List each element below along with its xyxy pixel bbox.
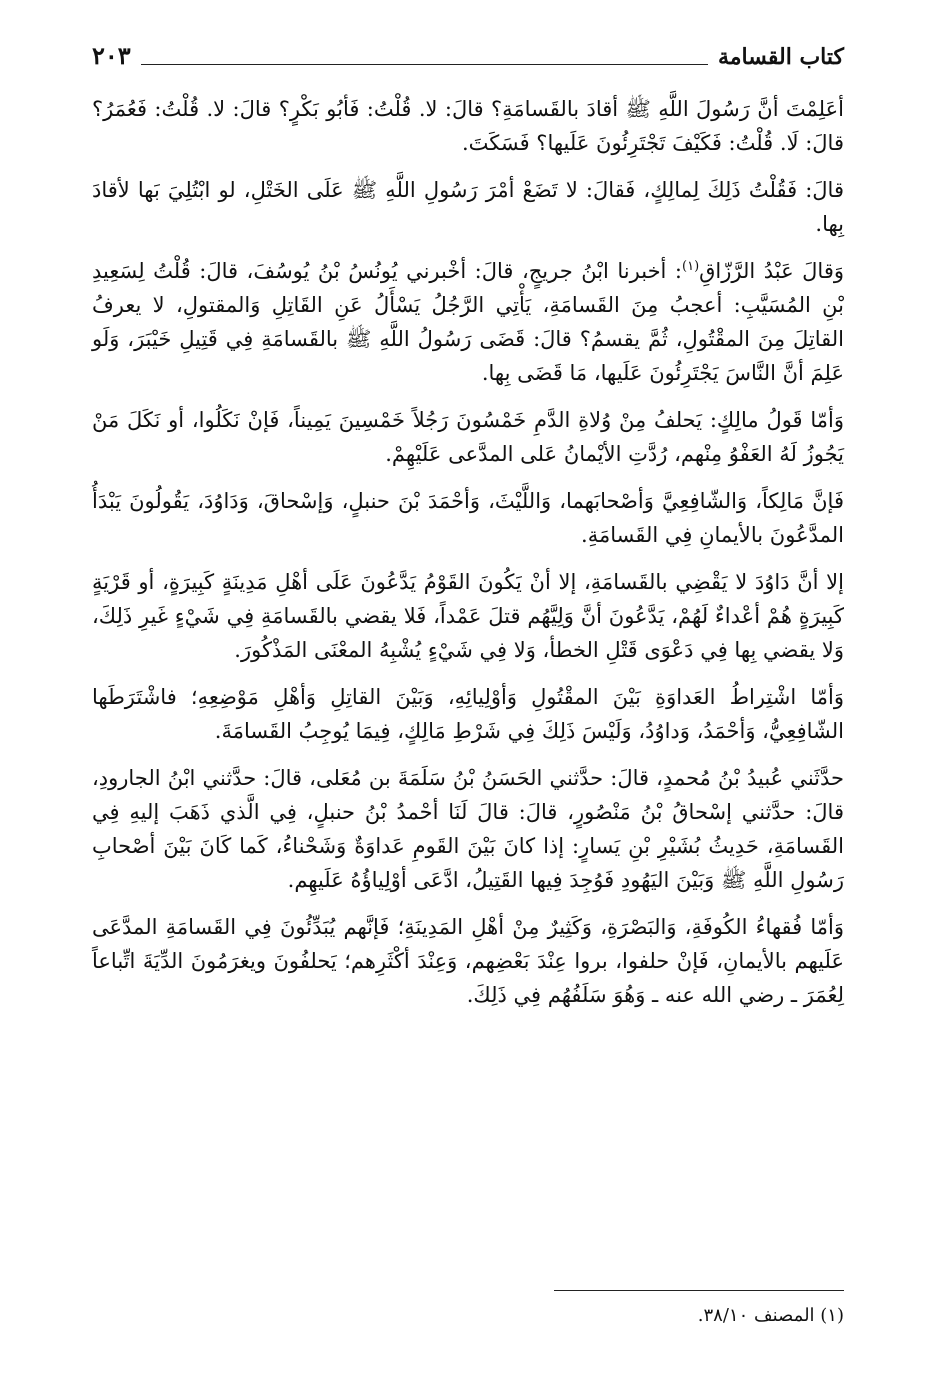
footnote-reference[interactable]: (١) <box>682 259 700 274</box>
paragraph-1: أعَلِمْتَ أنَّ رَسُولَ اللَّهِ ﷺ أقادَ بالقَسامَةِ؟ قالَ: لا. قُلْتُ: فَأبُو بَكْرٍ؟ قالَ: لا. قُلْتُ: فَعُمَرُ؟ قالَ: لَا. قُلْتُ: فَكَيْفَ تَجْتَرِئُونَ عَلَيها؟ فَسَكَتَ. <box>92 97 844 155</box>
running-header <box>92 28 844 68</box>
paragraph-7: وَأمّا اشْتِراطُ العَداوَةِ بَيْنَ المقْتُولِ وَأوْلِيائِهِ، وَبَيْنَ القاتِلِ وَأهْلِ مَوْضِعِهِ؛ فاشْتَرَطَها الشّافِعِيُّ، وَأحْمَدُ، وَداوُدُ، وَلَيْسَ ذَلِكَ فِي شَرْطِ مَالِكٍ، فِيمَا يُوجِبُ القَسامَةَ. <box>92 685 844 743</box>
paragraph-3-rest: : أخبرنا ابْنُ جريجٍ، قالَ: أخْبرني يُونُسُ بْنُ يُوسُفَ، قالَ: قُلْتُ لِسَعِيدِ بْنِ المُسَيَّبِ: أعجبُ مِنَ القَسامَةِ، يَأْتِي الرَّجُلُ يَسْأَلُ عَنِ القَاتِلِ وَالمقتولِ، لا يعرفُ القاتِلَ مِنَ المقْتُولِ، ثُمَّ يقسمُ؟ قالَ: قَضَى رَسُولُ اللَّهِ ﷺ بالقَسامَةِ فِي قَتِيلِ خَيْبَرَ، وَلَو عَلِمَ أنَّ النَّاسَ يَجْتَرِئُونَ عَلَيها، مَا قَضَى بِها. <box>92 259 844 385</box>
body-text <box>92 92 844 1025</box>
footnote-rule <box>554 1290 844 1291</box>
paragraph-3-lead: وَقالَ عَبْدُ الرَّزّاقِ <box>699 259 844 283</box>
page-number: ٢٠٣ <box>92 41 131 70</box>
paragraph-2: قالَ: فَقُلْتُ ذَلِكَ لِمالِكٍ، فَقالَ: لا تَضَعْ أمْرَ رَسُولِ اللَّهِ ﷺ عَلَى الخَتْلِ، لو ابْتُلِيَ بَها لأقادَ بِها. <box>92 178 844 236</box>
paragraph-5: فَإنَّ مَالِكاً، وَالشّافِعِيَّ وَأصْحابَهما، وَاللَّيْثَ، وَأحْمَدَ بْنَ حنبلٍ، وَإسْحاقَ، وَدَاوُدَ، يَقُولُونَ يَبْدَأُ المدَّعُونَ بالأيمانِ فِي القَسامَةِ. <box>92 489 844 547</box>
paragraph-4: وَأمّا قَولُ مالِكٍ: يَحلفُ مِنْ وُلاةِ الدَّمِ خَمْسُونَ رَجُلاً خَمْسِينَ يَمِيناً، فَإنْ نَكَلُوا، أو نَكَلَ مَنْ يَجُوزُ لَهُ العَفْوُ مِنْهم، رُدَّتِ الأيْمانُ عَلى المدَّعى عَلَيْهِمْ. <box>92 408 844 466</box>
header-rule <box>141 64 708 65</box>
paragraph-8: حدَّثَني عُبيدُ بْنُ مُحمدٍ، قالَ: حدَّثني الحَسَنُ بْنُ سَلَمَةَ بن مُعَلى، قالَ: حدَّثني ابْنُ الجارودِ، قالَ: حدَّثني إسْحاقُ بْنُ مَنْصُورٍ، قالَ: قالَ لَنَا أحْمدُ بْنُ حنبلٍ، فِي الَّذي ذَهَبَ إليهِ فِي القَسامَةِ، حَدِيثُ بُشَيْرِ بْنِ يَسارٍ: إذا كانَ بَيْنَ القَومِ عَداوَةٌ وَشَحْناءُ، كَما كَانَ بَيْنَ أصْحابِ رَسُولِ اللَّهِ ﷺ وَبَيْنَ اليَهُودِ فَوُجِدَ فِيها القَتِيلُ، ادَّعَى أوْلِياؤُهُ عَلَيهِم. <box>92 766 844 892</box>
paragraph-3 <box>92 254 844 390</box>
paragraph-6: إلا أنَّ دَاوُدَ لا يَقْضِي بالقَسامَةِ، إلا أنْ يَكُونَ القَوْمُ يَدَّعُونَ عَلَى أهْلِ مَدِينَةٍ كَبِيرَةٍ، أو قَرْيَةٍ كَبِيرَةٍ هُمْ أعْداءٌ لَهُمْ، يَدَّعُونَ أنَّ وَلِيَّهُم قتلَ عَمْداً، فَلا يقضي بالقَسامَةِ فِي شَيْءٍ غَيرِ ذَلِكَ، وَلا يقضي بِها فِي دَعْوَى قَتْلِ الخطأ، وَلا فِي شَيْءٍ يُشْبِهُ المعْنَى المَذْكُورَ. <box>92 570 844 662</box>
chapter-title: كتاب القسامة <box>717 44 844 70</box>
footnote: (١) المصنف ٣٨/١٠. <box>697 1305 844 1326</box>
paragraph-9: وَأمّا فُقهاءُ الكُوفَةِ، وَالبَصْرَةِ، وَكَثِيرٌ مِنْ أهْلِ المَدِينَةِ؛ فَإنَّهم يُبَدِّئُونَ فِي القَسامَةِ المدَّعَى عَلَيهم بالأيمانِ، فَإنْ حلفوا، بروا عِنْدَ بَعْضِهم، وَعِنْدَ أكْثَرِهم؛ يَحلفُونَ ويغرَمُونَ الدِّيَةَ اتِّباعاً لِعُمَرَ ـ رضي الله عنه ـ وَهُوَ سَلَفُهُم فِي ذَلِكَ. <box>92 915 844 1007</box>
